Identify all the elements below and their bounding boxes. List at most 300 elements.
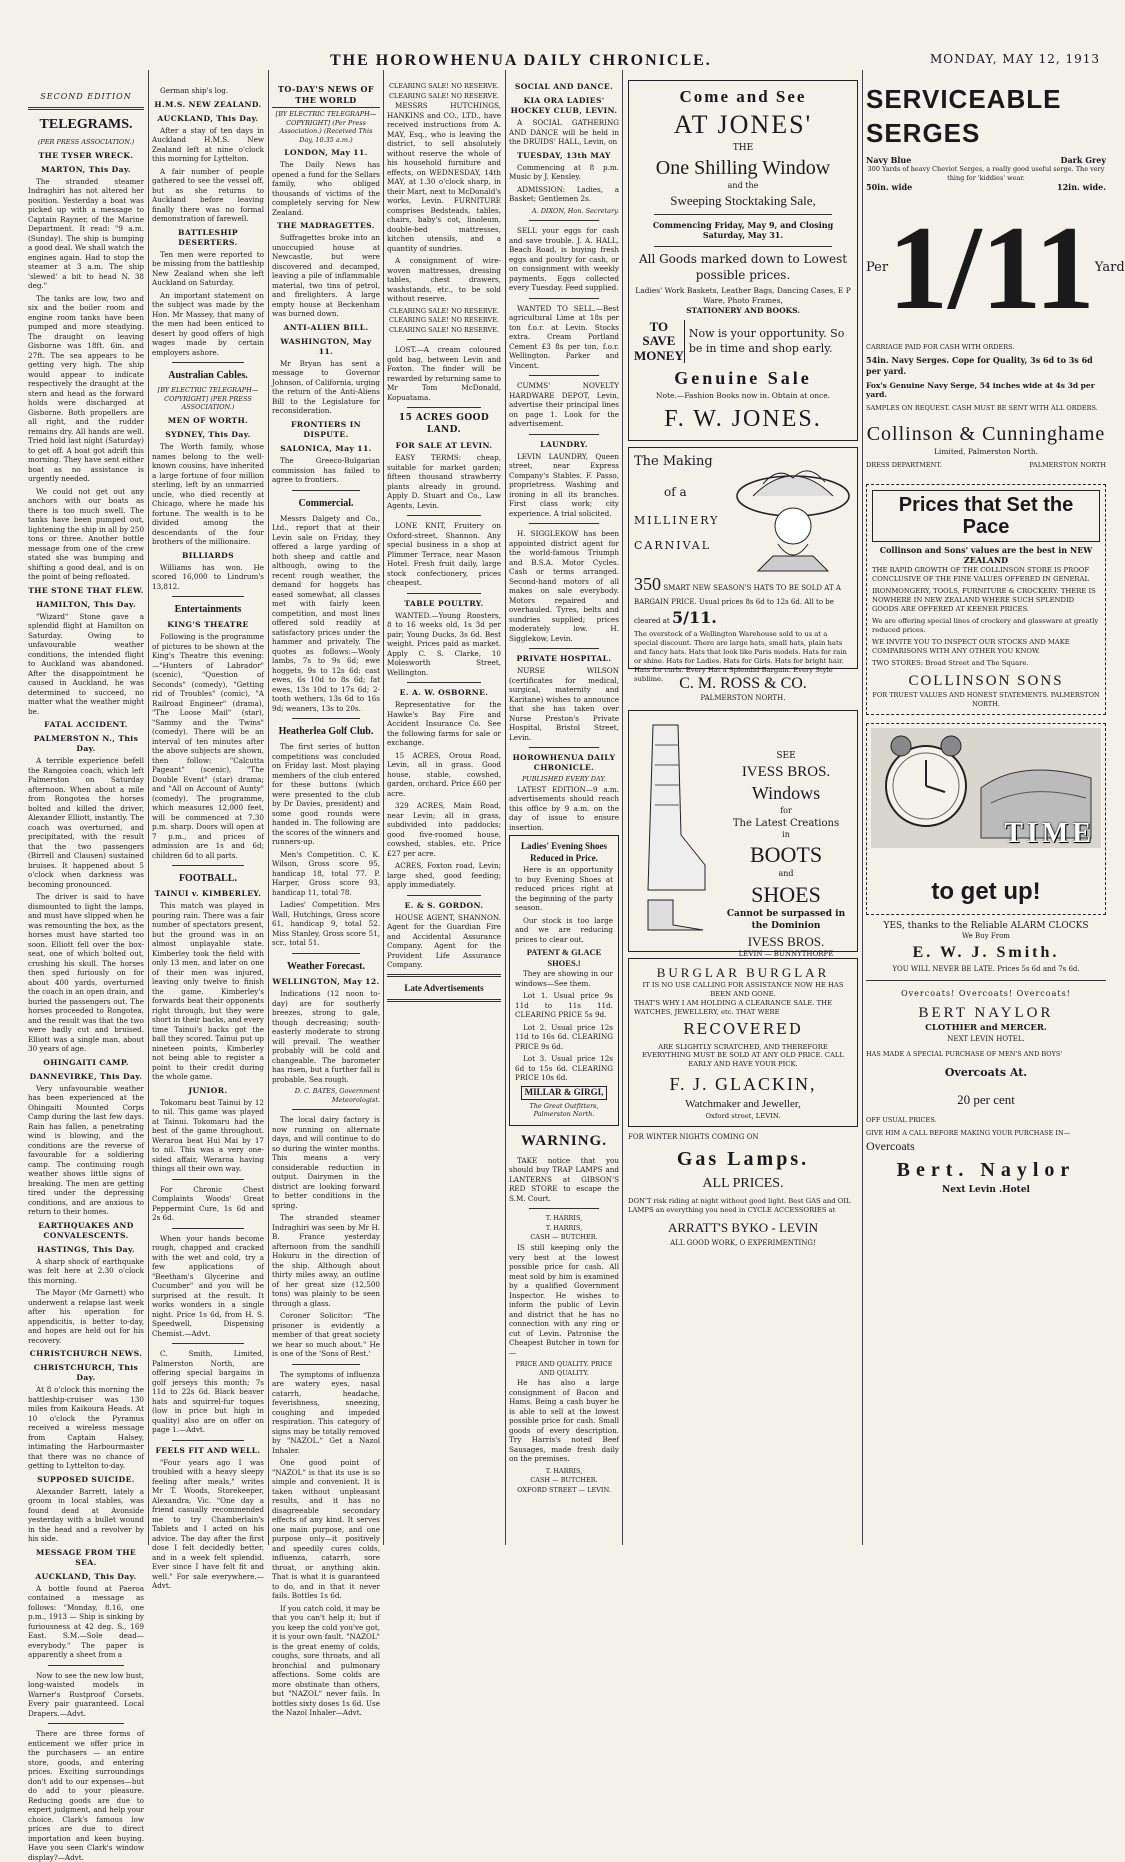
- ad-clark: There are three forms of enticement we offer price in the purchasers — an entire store, goods, and entering prices. Exciting surroundings don't add to our expenses—but do add to your pleasure. Reducing goods are due to expert judgment, and help your choice. Clark's famous low prices are due to direct importation and keen buying. Have you seen Clark's window display?—Advt.: [28, 1729, 144, 1862]
- jones-now: Now is your opportunity. So be in time and shop early.: [688, 327, 845, 355]
- shoe-shoes: SHOES: [751, 881, 821, 907]
- divider: [292, 490, 360, 491]
- serge-yard: Yard: [1094, 260, 1125, 276]
- column-classifieds-b: [509, 70, 619, 1545]
- column-telegrams: [28, 70, 145, 1862]
- naylor-p2: GIVE HIM A CALL BEFORE MAKING YOUR PURCHASE IN—: [866, 1128, 1071, 1137]
- column-rule: [383, 70, 384, 1545]
- hat-illustration: [733, 456, 853, 571]
- serge-navy: Navy Blue: [866, 154, 912, 165]
- alien-dateline: WASHINGTON, May 11.: [280, 336, 372, 356]
- column-classifieds-a: [387, 70, 501, 1545]
- column-local: [152, 70, 264, 1591]
- chronicle-p1: PUBLISHED EVERY DAY.: [522, 775, 606, 784]
- mill-millinery: MILLINERY: [634, 514, 720, 528]
- hospital-title: PRIVATE HOSPITAL.: [516, 654, 612, 664]
- ohingaiti-dateline: DANNEVIRKE, This Day.: [29, 1071, 143, 1081]
- burglar-title: BURGLAR BURGLAR: [656, 964, 830, 980]
- nz-p1: After a stay of ten days in Auckland H.M.S. New Zealand left at nine o'clock this morning for Lyttelton.: [152, 125, 264, 164]
- serge-grey: Dark Grey: [1060, 154, 1106, 165]
- pace-ad: [866, 484, 1106, 715]
- acres-p1: EASY TERMS: cheap, suitable for market garden; fifteen thousand strawberry plants already in ground. Apply D. Stuart and Co., Law Agents, Levin.: [387, 453, 501, 510]
- social-title: SOCIAL AND DANCE.: [514, 82, 614, 91]
- gordon-title: E. & S. GORDON.: [404, 900, 484, 910]
- stone-p1: "Wizard" Stone gave a splendid flight at Hamilton on Saturday. Owing to unfavourable weather conditions, the intended flight to Auckland was abandoned. After the disappointment he caused in Auckland, he was determined to succeed, no matter what the weather might be.: [28, 611, 144, 716]
- mill-sale: 5/11.: [672, 608, 717, 628]
- news-p1: The Daily News has opened a fund for the Sellars family, who obliged thousands of victims of the completely serving for New Zealand.: [272, 160, 380, 217]
- social-club: KIA ORA LADIES' HOCKEY CLUB, LEVIN.: [510, 96, 618, 116]
- shoe-boots: BOOTS: [749, 842, 823, 868]
- serge-price-row: [866, 193, 1125, 343]
- serge-town: PALMERSTON NORTH: [1029, 461, 1106, 470]
- social-sec: A. DIXON, Hon. Secretary.: [531, 206, 619, 215]
- dairy-p2: The stranded steamer Indraghiri was seen by Mr H. B. France yesterday afternoon from the sandhill Hokuru in the direction of the ship. Although about thirty miles away, an outline of her great size (12,500 tons) was plainly to be seen through a glass.: [272, 1213, 380, 1308]
- column-ads-right: [866, 70, 1125, 1545]
- divider: [172, 362, 244, 363]
- serge-title-1: [866, 82, 1106, 151]
- shoe-and: and: [778, 869, 794, 879]
- fatal-dateline: PALMERSTON N., This Day.: [33, 734, 139, 754]
- jones-at: AT JONES': [673, 110, 813, 140]
- jones-come: Come and See: [679, 87, 807, 106]
- divider: [654, 214, 832, 215]
- shoe-ivess2: IVESS BROS.: [747, 933, 825, 949]
- mill-town: PALMERSTON NORTH.: [700, 694, 786, 703]
- mill-p2: The overstock of a Wellington Warehouse sold to us at a special discount. There are large hats, small hats, plain hats and fancy hats. Hats that look like Paris models. Hats for rain or shine. Hats for Ladies. Hats for Girls. Hats for bright hair. Hats for curls. Every Hat a Splendid Bargain. Every Style sublime.: [634, 630, 847, 684]
- divider: [172, 1343, 244, 1344]
- masthead: [0, 0, 1114, 70]
- divider: [172, 865, 244, 866]
- warning-p1: TAKE notice that you should buy TRAP LAMPS and LANTERNS at GIBSON'S RED STORE to escape the S.M. Court.: [509, 1155, 619, 1203]
- press-assoc: (PER PRESS ASSOCIATION.): [37, 138, 135, 147]
- divider: [407, 895, 481, 896]
- gas-tagline: ALL GOOD WORK, O EXPERIMENTING!: [670, 1238, 816, 1247]
- kings-title: KING'S THEATRE: [167, 620, 249, 630]
- divider: [529, 648, 599, 649]
- masthead-title: THE HOROWHENUA DAILY CHRONICLE.: [330, 52, 712, 69]
- column-ads-center: [628, 70, 858, 1545]
- harris-price: PRICE AND QUALITY. PRICE AND QUALITY.: [515, 1360, 613, 1377]
- suicide-p1: Alexander Barrett, lately a groom in local stables, was found dead at Avonside yesterday with a bullet wound in the head and a revolver by his side.: [28, 1486, 144, 1544]
- divider: [529, 220, 599, 221]
- pace-title: Prices that Set the Pace: [872, 490, 1100, 542]
- weather-dateline: WELLINGTON, May 12.: [272, 977, 380, 987]
- serge-firm: Collinson & Cunninghame: [866, 422, 1106, 445]
- divider: [292, 718, 360, 719]
- divider: [407, 339, 481, 340]
- divider: [654, 246, 832, 247]
- worth-p1: The Worth family, whose names belong to the well-known cousins, have inherited a large fortune of four million sterling, left by an unmarried uncle, who died recently at Chicago, where he made his fortune. The wealth is to be divided among the descendants of the four brothers of the millionaire.: [152, 442, 264, 547]
- naylor-oc2: Overcoats: [866, 1139, 915, 1154]
- quake-p1: A sharp shock of earthquake was felt here at 2.30 o'clock this morning.: [28, 1256, 144, 1285]
- shoes-ad: [509, 835, 619, 1126]
- column-rule: [622, 70, 623, 1545]
- naylor-trade: CLOTHIER and MERCER.: [925, 1023, 1047, 1034]
- sea-dateline: AUCKLAND, This Day.: [35, 1571, 137, 1581]
- pace-p3: We are offering special lines of crockery and glassware at greatly reduced prices.: [872, 616, 1099, 634]
- madd-title: THE MADRAGETTES.: [277, 221, 375, 231]
- harris-line: T. HARRIS,: [545, 1214, 583, 1223]
- shoe-cannot: Cannot be surpassed in the Dominion: [726, 909, 846, 931]
- dairy-p1: The local dairy factory is now running on alternate days, and will continue to do so during the winter months. This means a very considerable reduction in output. Dairymen in the district are looking forward to better conditions in the spring.: [272, 1115, 380, 1210]
- naylor-off: OFF USUAL PRICES.: [866, 1116, 937, 1124]
- harris-line: OXFORD STREET — LEVIN.: [517, 1485, 611, 1494]
- burglar-p3: ARE SLIGHTLY SCRATCHED, AND THEREFORE EVERYTHING MUST BE SOLD AT ANY OLD PRICE. CALL EARLY AND HAVE YOUR PICK.: [642, 1042, 844, 1069]
- tainui-title: TAINUI v. KIMBERLEY.: [154, 889, 262, 899]
- mill-making: The Making: [634, 454, 713, 470]
- ohingaiti-p1: Very unfavourable weather has been experienced at the Ohingaiti Mounted Corps Camp during the last few days. Rain has fallen, a penetrating wind is blowing, and the conditions are the reverse of favourable for a soldiering camp. The continuing rough weather shows little signs of breaking. The men are getting tired under the depressing conditions, and are anxious to return to their homes.: [28, 1083, 144, 1217]
- wanted-p1: WANTED TO SELL.—Best agricultural Lime at 18s per ton f.o.r. at Levin. Stocks extra. Cream Portland Cement £3 8s per ton, f.o.r. Wellington. Parker and Vincent.: [509, 303, 619, 370]
- suicide-title: SUPPOSED SUICIDE.: [37, 1474, 135, 1484]
- serge-carriage: CARRIAGE PAID FOR CASH WITH ORDERS.: [866, 342, 1015, 351]
- serge-title: SERVICEABLE SERGES: [866, 84, 1062, 149]
- quake-p2: The Mayor (Mr Garnett) who underwent a relapse last week after his operation for appendicitis, is better to-day, and hopes are held out for his recovery.: [28, 1288, 144, 1345]
- jones-dates: Commencing Friday, May 9, and Closing Saturday, May 31.: [652, 219, 834, 241]
- divider: [529, 434, 599, 435]
- dairy-p3: Coroner Solicitor: "The prisoner is evidently a member of that great society we hear so much about." He is one of the 'Sons of Rest.': [272, 1311, 380, 1359]
- divider: [387, 999, 501, 1002]
- clearing-line: CLEARING SALE! NO RESERVE.: [388, 316, 500, 325]
- pace-firm: COLLINSON SONS: [908, 672, 1064, 689]
- divider: [529, 298, 599, 299]
- wreck-p2: The tanks are low, two and six and the boiler room and engine room tanks have been pumped and more steadying. The draught on leaving Gisborne was 18ft. 6in. and 27ft. The sea appears to be getting very high. The ship would appear to indicate respectively the draught at the stern and head as the forward holds were discharged at Gisborne. Both propellers are all right, and the rudder remains dry. All hands are well. Tried hold last night (Saturday) to get off. A boat got adrift this morning. They have sent either boat as no assistance is urgently needed.: [28, 293, 144, 484]
- social-date: TUESDAY, 13th MAY: [517, 150, 611, 160]
- shoe-latest: The Latest Creations: [732, 817, 840, 829]
- eggs-p1: SELL your eggs for cash and save trouble. J. A. HALL, Beach Road, is buying fresh eggs and poultry for cash, or on consignment with weekly payments. Eggs collected every Tuesday. Feed supplied.: [509, 226, 619, 293]
- hardware-p1: CUMMS' NOVELTY HARDWARE DEPOT, Levin, advertise their principal lines on page 1. Look for the advertisement.: [509, 381, 619, 429]
- patent-title: PATENT & GLACE SHOES.!: [526, 947, 602, 969]
- nazol-p3: If you catch cold, it may be that you can't help it; but if you keep the cold you've got, it is your own fault. "NAZOL" is the great enemy of colds, coughs, sore throats, and all bronchial and pulmonary affections. Some colds are more obstinate than others, but "NAZOL" never fails. In bottles sixty doses 1s 6d. Use the Nazol Inhaler—Advt.: [272, 1603, 380, 1718]
- lost-p1: LOST.—A cream coloured gold bag, between Levin and Foxton. The finder will be rewarded by returning same to Mr Tom McDonald, Kopuatama.: [387, 345, 501, 402]
- jones-save: TO SAVE MONEY: [634, 319, 684, 363]
- gas-p1: DON'T risk riding at night without good light. Best GAS and OIL LAMPS an everything you need in CYCLE ACCESSORIES at: [628, 1196, 851, 1214]
- alien-p1: Mr Bryan has sent a message to Governor Johnson, of California, urging the return of the Anti-Aliens Bill to the Legislature for reconsideration.: [272, 358, 380, 416]
- millar-title: MILLAR & GIRGI,: [521, 1086, 607, 1100]
- burglar-p2: THAT'S WHY I AM HOLDING A CLEARANCE SALE. THE WATCHES, JEWELLERY, etc. THAT WERE: [634, 998, 833, 1016]
- naylor-overcoats: Overcoats! Overcoats! Overcoats!: [901, 988, 1071, 998]
- serge-dept-row: [866, 461, 1106, 470]
- billiards-p1: Williams has won. He scored 16,000 to Lindrum's 13,812.: [152, 562, 264, 591]
- naylor-p1: HAS MADE A SPECIAL PURCHASE OF MEN'S AND BOYS': [866, 1049, 1063, 1058]
- acres-sub: FOR SALE AT LEVIN.: [395, 441, 493, 451]
- divider: [407, 593, 481, 594]
- cables-title: Australian Cables.: [168, 370, 248, 382]
- column-rule: [148, 70, 149, 1545]
- stone-title: THE STONE THAT FLEW.: [28, 585, 144, 595]
- shoe-towns: LEVIN — BUNNYTHORPE: [738, 949, 834, 958]
- news-dateline: LONDON, May 11.: [284, 148, 368, 158]
- pace-sub: Collinson and Sons' values are the best in NEW ZEALAND: [879, 544, 1093, 566]
- kings-p1: Following is the programme of pictures to be shown at the King's Theatre this evening:—"Hunters of Labrador" (scenic), "Question of Seconds" (comedy), "Getting rid of Troubles" (comic), "A Railroad Engineer" (drama), "The Loose Mail" (star), "Sammy and the Twins" (comedy). There will be an interval of ten minutes after the above subjects are shown, then follow: "Calcutta Pageant" (scenic), "The Double Event" (star) drama; and "All on Account of Aunty" (comedy). The programme, which measures 12,000 feet, will be commenced at 7.30 p.m. sharp. Doors will open at 7 p.m., and prices of admission are 1s and 6d; children 6d to all parts.: [152, 632, 264, 860]
- jones-name: F. W. JONES.: [664, 405, 822, 432]
- news-note: [BY ELECTRIC TELEGRAPH—COPYRIGHT] (Per Press Association.) (Received This Day, 10.35 a.m.): [275, 110, 377, 144]
- burglar-recovered: RECOVERED: [683, 1019, 803, 1038]
- gas-arratt: ARRATT'S BYKO - LEVIN: [667, 1219, 819, 1235]
- harris-line: T. HARRIS,: [545, 1223, 583, 1232]
- serge-desc: 300 Yards of heavy Cheviot Serges, a really good useful serge. The very thing for 'kiddies' wear.: [867, 165, 1105, 182]
- clock-getup: to get up!: [931, 877, 1041, 905]
- alien-title: ANTI-ALIEN BILL.: [283, 322, 369, 332]
- chch-title: CHRISTCHURCH NEWS.: [29, 1349, 143, 1359]
- golf-p2: Men's Competition. C. K. Wilson, Gross score 95, handicap 18, total 77. P. Harper, Gross score 93, handicap 11, total 78.: [272, 849, 380, 897]
- news-title: TO-DAY'S NEWS OF THE WORLD: [272, 84, 380, 108]
- hutchings-p2: A consignment of wire-woven mattresses, dressing tables, chest drawers, washstands, etc., to be sold without reserve.: [387, 256, 501, 304]
- gas-title: Gas Lamps.: [676, 1147, 810, 1170]
- shoes-title: Ladies' Evening Shoes Reduced in Price.: [520, 841, 608, 864]
- warning-title: WARNING.: [521, 1133, 607, 1149]
- weather-sign: D. C. BATES, Government Meteorologist.: [294, 1087, 380, 1104]
- divider: [48, 1665, 124, 1666]
- naylor-pct: 20 per cent: [957, 1091, 1015, 1107]
- column-world-news: [272, 70, 380, 1718]
- stone-dateline: HAMILTON, This Day.: [35, 599, 137, 609]
- glackin-trade: Watchmaker and Jeweller,: [685, 1098, 801, 1111]
- nz-dateline: AUCKLAND, This Day.: [157, 113, 259, 123]
- chronicle-p2: LATEST EDITION—9 a.m. advertisements should reach this office by 9 a.m. on the day of issue to ensure insertion.: [509, 784, 619, 832]
- harris-p1: IS still keeping only the very best at the lowest possible price for cash. All meat sold by him is examined by a qualified Government Inspector. He wishes to inform the public of Levin and district that he has no connection with any ring or cut of Levin. Patronise the Cheapest Butcher in town for—: [509, 1243, 619, 1357]
- naylor-name2: Bert. Naylor: [896, 1158, 1076, 1181]
- jones-list: Ladies' Work Baskets, Leather Bags, Dancing Cases, E P Ware, Photo Frames,: [635, 286, 851, 306]
- column-rule: [862, 70, 863, 1545]
- mill-p1: SMART NEW SEASON'S HATS TO BE SOLD AT A BARGAIN PRICE. Usual prices 8s 6d to 12s 6d. All to be cleared at: [634, 584, 841, 626]
- cables-note: [BY ELECTRIC TELEGRAPH—COPYRIGHT] (PER PRESS ASSOCIATION.): [157, 386, 259, 412]
- ent-title: Entertainments: [174, 604, 242, 616]
- deserters-p2: An important statement on the subject was made by the Hon. Mr Massey, that many of the men had been enticed to desert by good offers of high wages made by certain employers ashore.: [152, 290, 264, 357]
- farm-p2: 329 ACRES, Main Road, near Levin; all in grass, subdivided into paddocks; good five-roomed house, cowshed, stables, etc. Price £27 per acre.: [387, 801, 501, 858]
- nazol-p2: One good point of "NAZOL" is that its use is so simple and convenient. It is taken without unpleasant results, and it has no disagreeable secondary effects of any kind. It serves one main purpose, and one purpose only—it positively and speedily cures colds, influenza, catarrh, sore throat, or anything akin. That is what it is guaranteed to do, and in that it never fails. Bottles 1s 6d.: [272, 1458, 380, 1601]
- ad-warner: Now to see the new low bust, long-waisted models in Warner's Rustproof Corsets. Every pair guaranteed. Local Drapers.—Advt.: [28, 1670, 144, 1718]
- mill-name: C. M. ROSS & CO.: [679, 675, 807, 693]
- wreck-title: THE TYSER WRECK.: [38, 150, 134, 160]
- hutchings-p1: MESSRS HUTCHINGS, HANKINS and CO., LTD., have received instructions from A. MAY, Esq., who is leaving the district, to sell absolutely without reserve the whole of his household furniture and effects, on WEDNESDAY, 14th MAY, at 1.30 o'clock sharp, in their Mart, next to McDonald's works, Levin. FURNITURE comprises Bedsteads, tables, chairs, baby's cot, linoleum, double-bed mattresses, kitchen utensils, and a quantity of sundries.: [387, 101, 501, 253]
- chch-dateline: CHRISTCHURCH, This Day.: [33, 1363, 139, 1383]
- shoes-p1: Here is an opportunity to buy Evening Shoes at reduced prices right at the beginning of the party season.: [515, 865, 613, 913]
- pace-p2: IRONMONGERY, TOOLS, FURNITURE & CROCKERY. THERE IS NOWHERE IN NEW ZEALAND WHERE SUCH SPLENDID GOODS ARE OFFERED AT KEENER PRICES.: [872, 586, 1096, 613]
- frontiers-title: FRONTIERS IN DISPUTE.: [291, 419, 361, 439]
- naylor-at: Overcoats At.: [944, 1066, 1028, 1080]
- serge-row: [866, 155, 1106, 166]
- wreck-p3: We could not get out any anchors with our boats as there is too much swell. The tanks have been pumped out, lightening the ship in all by 250 tons or three. Another bottle message from one of the crew stated she was bumping and shifting a good deal, and is on the point of being refloated.: [28, 486, 145, 582]
- fatal-p2: The driver is said to have dismounted to light the lamps, and must have slipped when he was remounting the box, as the horses must have started too soon. Elliott fell over the box-seat, one of which bolted out, crushing his skull. The horses then sped furiously on for about 400 yards, overturned the coach in an open drain, and buried the passengers out. The horses proceeded to Rongotea, and the result was that the two were badly cut and bruised. Elliott was a single man, about 30 years of age.: [28, 892, 144, 1054]
- masthead-date: MONDAY, MAY 12, 1913: [930, 52, 1101, 66]
- gas-intro: FOR WINTER NIGHTS COMING ON: [628, 1132, 759, 1141]
- serge-price: 1/11: [888, 200, 1095, 334]
- column-rule: [268, 70, 269, 1545]
- hospital-p1: NURSE WILSON (certificates for medical, surgical, maternity and Karitane) wishes to announce that she has taken over Nurse Preston's Private Hospital, Bristol Street, Levin.: [509, 666, 619, 742]
- glackin-addr: Oxford street, LEVIN.: [705, 1111, 781, 1120]
- naylor-next: Next Levin .Hotel: [942, 1185, 1030, 1196]
- jones-note: Note.—Fashion Books now in. Obtain at once.: [655, 390, 831, 400]
- jones-save-row: [634, 320, 852, 363]
- chch-p1: At 8 o'clock this morning the battleship-cruiser was 130 miles from Kaikoura Heads. At 10 o'clock the Pyramus received a wireless message from Captain Halsey, intimating the Harbourmaster that there was no chance of getting to Lyttelton to-day.: [28, 1385, 144, 1471]
- divider: [292, 953, 360, 954]
- boot-illustration: [633, 715, 713, 935]
- serge-samples: SAMPLES ON REQUEST. CASH MUST BE SENT WITH ALL ORDERS.: [866, 404, 1098, 413]
- clock-late: YOU WILL NEVER BE LATE. Prices 5s 6d and 7s 6d.: [892, 964, 1080, 973]
- ohingaiti-title: OHINGAITI CAMP.: [43, 1057, 129, 1067]
- golf-title: Heatherlea Golf Club.: [278, 726, 374, 738]
- harris-line: T. HARRIS,: [545, 1466, 583, 1475]
- worth-title: MEN OF WORTH.: [167, 415, 249, 425]
- madd-p1: Suffragettes broke into an unoccupied house at Newcastle, but were discovered and decamped, leaving a pile of inflammable material, two tins of petrol, and firelighters. A large empty house at Beckenham was burned down.: [272, 233, 380, 319]
- clearing-line: CLEARING SALE! NO RESERVE.: [388, 82, 500, 90]
- serge-fox: Fox's Genuine Navy Serge, 54 inches wide at 4s 3d per yard.: [866, 380, 1095, 400]
- column-rule: [505, 70, 506, 1545]
- acres-title: 15 ACRES GOOD LAND.: [398, 413, 490, 436]
- frontiers-dateline: SALONICA, May 11.: [280, 444, 372, 454]
- sea-title: MESSAGE FROM THE SEA.: [35, 1547, 137, 1567]
- pace-p1: THE RAPID GROWTH OF THE COLLINSON STORE IS PROOF CONCLUSIVE OF THE FINE VALUES OFFERED IN GENERAL: [872, 565, 1090, 583]
- worth-dateline: SYDNEY, This Day.: [165, 430, 251, 439]
- golf-p1: The first series of button competitions was concluded on Friday last. Most playing members of the club entered for these buttons (which were presented to the club by Dr Davies, president) and some good rounds were handed in. The following are the scores of the winners and runners-up.: [272, 742, 380, 847]
- mill-price-row: [634, 573, 852, 684]
- harris-line: CASH — BUTCHER.: [530, 1476, 598, 1485]
- clock-time: TIME: [1004, 817, 1095, 849]
- patent-lot: Lot 2. Usual price 12s 11d to 16s 6d. CLEARING PRICE 9s 6d.: [515, 1022, 613, 1051]
- nazol-p1: The symptoms of influenza are watery eyes, nasal catarrh, headache, feverishness, sneezing, coughing and impeded respiration. This category of signs may be totally removed by "NAZOL." Get a Nazol Inhaler.: [272, 1369, 380, 1455]
- shoes-p2: Our stock is too large and we are reducing prices to clear out.: [515, 915, 613, 944]
- ad-cough: For Chronic Chest Complaints Woods' Great Peppermint Cure, 1s 6d and 2s 6d.: [152, 1184, 264, 1223]
- divider: [48, 1723, 124, 1724]
- social-p2: Commencing at 8 p.m. Music by J. Kensley.: [509, 162, 619, 182]
- divider: [529, 747, 599, 748]
- jones-genuine: Genuine Sale: [674, 368, 812, 389]
- farm-p1: 15 ACRES, Oroua Road, Levin, all in grass. Good house, stable, cowshed, garden, orchard. Price £60 per acre.: [387, 750, 501, 798]
- poultry-title: TABLE POULTRY.: [404, 598, 484, 608]
- divider: [387, 974, 501, 977]
- divider: [172, 1228, 244, 1229]
- nz-p2: A fair number of people gathered to see the vessel off, but as she returns to Auckland before leaving finally there was no formal demonstration of farewell.: [152, 166, 264, 224]
- laundry-p1: LEVIN LAUNDRY, Queen street, near Express Company's Stables. F. Passo, proprietress. Washing and ironing in all its branches. First class work; city experience. A trial solicited.: [509, 451, 619, 518]
- shoe-ivess: IVESS BROS.: [741, 763, 831, 780]
- shoe-windows: Windows: [751, 783, 821, 804]
- nz-title: H.M.S. NEW ZEALAND.: [154, 99, 262, 109]
- clearing-line: CLEARING SALE! NO RESERVE.: [388, 325, 500, 334]
- ship-intro: German ship's log.: [160, 86, 229, 95]
- commercial-title: Commercial.: [298, 497, 354, 509]
- divider: [28, 107, 144, 110]
- shoe-see: SEE: [776, 750, 796, 761]
- jones-ad: [628, 80, 858, 441]
- shoe-in: in: [782, 829, 790, 839]
- frontiers-p1: The Greeco-Bulgarian commission has failed to agree to frontiers.: [272, 456, 380, 485]
- jones-marked: All Goods marked down to Lowest possible prices.: [638, 251, 848, 282]
- jones-sweep2: Sweeping Stocktaking Sale,: [670, 192, 816, 208]
- clock-ad: [866, 723, 1106, 915]
- second-edition: SECOND EDITION: [40, 92, 132, 101]
- harris-line: CASH — BUTCHER.: [530, 1233, 598, 1242]
- divider: [172, 1440, 244, 1441]
- serge-dept: DRESS DEPARTMENT.: [866, 461, 942, 470]
- sea-p1: A bottle found at Paeroa contained a message as follows: "Monday, 8.16, one p.m., 1913 — Ship is sinking by furiousness at 42 deg. S., 169 East. S.M.—Sole dead—everybody." The paper is apparently a sheet from a: [28, 1583, 144, 1660]
- fatal-title: FATAL ACCIDENT.: [44, 720, 128, 730]
- divider: [172, 1179, 244, 1180]
- kirk-p1: LONE KNIT, Fruitery on Oxford-street, Shannon. Any special business in a shop at Plimmer Terrace, near Mason Hotel. Fresh fruit daily, large stock confectionery, prices cheapest.: [387, 521, 501, 588]
- ad-sainte: C. Smith, Limited, Palmerston North, are offering special bargains in golf jerseys this month; 7s 11d to 22s 6d. Black beaver hats and squirrel-fur toques (low in price but high in quality) also are on offer on page 1.—Advt.: [152, 1349, 264, 1435]
- osborne-p1: Representative for the Hawke's Bay Fire and Accident Insurance Co. See the following farms for sale or exchange.: [387, 700, 501, 748]
- divider: [292, 1364, 360, 1365]
- pace-p4: WE INVITE YOU TO INSPECT OUR STOCKS AND MAKE COMPARISONS WITH ANY OTHER YOU KNOW.: [872, 637, 1070, 655]
- millar-p1: The Great Outfitters, Palmerston North.: [529, 1101, 599, 1119]
- chronicle-title: HOROWHENUA DAILY CHRONICLE.: [512, 753, 616, 773]
- clock-name: E. W. J. Smith.: [912, 943, 1060, 961]
- harris-p2: He has also a large consignment of Bacon and Hams. Being a cash buyer he is able to sell at the lowest possible price for cash. Small goods of every description. Try Harris's noted Beef Sausages, made fresh daily on the premises.: [509, 1378, 619, 1464]
- fatal-p1: A terrible experience befell the Rangoiea coach, which left Palmerston on Saturday afternoon. When about a mile from Rongotea the horses bolted and killed the driver, Alexander Elliott, instantly. The coach was overturned, and precipitated, with the result that the two passengers (Birrell and Clausen) sustained bruises. It happened about 5 o'clock when darkness was becoming pronounced.: [28, 756, 144, 889]
- football-title: FOOTBALL.: [178, 873, 238, 885]
- gordon-p1: HOUSE AGENT, SHANNON. Agent for the Guardian Fire and Accidental Assurance Company. Agent for the Provident Life Assurance Company.: [387, 912, 501, 970]
- jones-window: One Shilling Window: [655, 156, 831, 179]
- tainui-p1: This match was played in pouring rain. There was a fair number of spectators present, but the ground was in an almost unplayable state. Kimberley took the field with only 13 men, and later on one of their men was injured, leaving only twelve to finish the game. Kimberley's forwards beat their opponents right through, but they were short in their backs, and every time Tainui's backs got the ball they scored. Tainui put up nineteen points, Kimberley not being able to register a point to their credit during the whole game.: [152, 901, 264, 1082]
- ad-bermaline: When your hands become rough, chapped and cracked with the wet and cold, try a few applications of "Beetham's Glycerine and Cucumber" and you will be surprised at the result. It works wonders in a single night. Price 1s 6d, from H. S. Speedwell, Dispensing Chemist.—Advt.: [152, 1233, 264, 1338]
- fit-p1: "Four years ago I was troubled with a heavy sleepy feeling after meals," writes Mr T. Woods, Storekeeper, Alexandra, Vic. "One day a friend casually recommended me to try Chamberlain's Tablets and I acted on his advice. The day after the first dose I felt decidedly better, and in a week felt splendid. Ever since I have felt fit and well." For sale everywhere.—Advt.: [152, 1457, 264, 1591]
- clock-p1: YES, thanks to the Reliable ALARM CLOCKS: [883, 920, 1089, 931]
- quake-title: EARTHQUAKES AND CONVALESCENTS.: [38, 1220, 134, 1240]
- clearing-line: CLEARING SALE! NO RESERVE.: [388, 306, 500, 315]
- mill-price: 350: [634, 574, 661, 595]
- patent-p1: They are showing in our windows—See them.: [515, 969, 613, 988]
- social-adm: ADMISSION: Ladies, a Basket; Gentlemen 2s.: [509, 184, 619, 204]
- serge-ltd: Limited, Palmerston North.: [933, 447, 1039, 457]
- gas-prices: ALL PRICES.: [702, 1176, 784, 1192]
- serge-per: Per: [866, 260, 889, 276]
- sig-p1: H. SIGGLEKOW has been appointed district agent for the world-famous Triumph and B.S.A. Motor Cycles. Cash or terms arranged. Second-hand motors of all makes on sale everybody. Motors repaired and overhauled. Tyres, belts and sundries supplied; prices moderately low. H. Sigglekow, Levin.: [509, 529, 619, 643]
- divider: [529, 1208, 599, 1209]
- clock-buy: We Buy From: [962, 932, 1010, 941]
- commercial-p1: Messrs Dalgety and Co., Ltd., report that at their Levin sale on Friday, they offered a large yarding of both sheep and cattle and although, owing to the recent rough weather, the demand for hoggets has eased somewhat, all classes met with fairly keen competition, and most lines offered sold readily at satisfactory prices under the hammer and privately. The quotes as follows:—Wooly lambs, 7s to 9s 6d; ewe hoggets, 9s to 12s 6d; cast ewes, 6s 10d to 8s 6d; fat ewes, 13s 10d to 17s 6d; 2-tooth wethers, 13s 6d to 16s 9d; weaners, 13s to 20s.: [272, 513, 380, 713]
- divider: [407, 515, 481, 516]
- late-title: Late Advertisements: [404, 982, 484, 993]
- serge-54: 54in. Navy Serges. Cope for Quality, 3s 6d to 3s 6d per yard.: [866, 355, 1093, 376]
- serge-row2: [866, 182, 1106, 193]
- junior-title: JUNIOR.: [188, 1085, 228, 1095]
- patent-lot: Lot 3. Usual price 12s 6d to 15s 6d. CLEARING PRICE 10s 6d.: [515, 1054, 613, 1083]
- jones-stat: STATIONERY AND BOOKS.: [686, 306, 800, 316]
- pace-p5: TWO STORES: Broad Street and The Square.: [872, 658, 1029, 667]
- pace-tag: FOR TRUEST VALUES AND HONEST STATEMENTS. PALMERSTON NORTH.: [872, 691, 1100, 708]
- fit-title: FEELS FIT AND WELL.: [155, 1445, 261, 1455]
- mill-of: of a: [664, 484, 687, 499]
- telegrams-heading: TELEGRAMS.: [39, 116, 133, 132]
- billiards-title: BILLIARDS: [181, 550, 235, 560]
- divider: [172, 596, 244, 597]
- ivess-text: [719, 751, 853, 959]
- wreck-p1: The stranded steamer Indraghiri has not altered her position. Yesterday a boat was picked up with a message to Captain Rayner, of the Marine Department. It read: "9 a.m. (Sunday). The ship is bumping a good deal. We shall watch the engines again. Had to stop the steamer at 3 a.m. The ship 'slewed' a bit to head N. 38 deg.": [28, 176, 144, 291]
- poultry-p1: WANTED.—Young Roosters, 8 to 16 weeks old, 1s 3d per pair; Young Ducks, 3s 6d. Best weight. Prices paid as market. Apply C. S. Clarke, 10 Molesworth Street, Wellington.: [387, 610, 501, 677]
- quake-dateline: HASTINGS, This Day.: [37, 1244, 135, 1254]
- laundry-title: LAUNDRY.: [540, 439, 588, 449]
- divider: [866, 980, 1106, 981]
- serge-wide2: 12in. wide.: [1057, 182, 1106, 193]
- social-p1: A SOCIAL GATHERING AND DANCE will be held in the DRUIDS' HALL, Levin, on: [509, 118, 619, 147]
- burglar-p1: IT IS NO USE CALLING FOR ASSISTANCE NOW HE HAS BEEN AND GONE.: [642, 980, 844, 998]
- naylor-name: BERT NAYLOR: [918, 1004, 1054, 1021]
- weather-p1: Indications (12 noon to-day) are for southerly breezes, strong to gale, though decreasing; south-easterly moderate to strong will prevail. The weather probably will be cold and changeable. The barometer has risen, but a further fall is probable. Sea rough.: [272, 989, 380, 1084]
- junior-p1: Tokomaru beat Tainui by 12 to nil. This game was played at Tainui. Tokomaru had the best of the game throughout. Weraroa beat Hui Mai by 17 to nil. This was a very one-sided affair, Weraroa having things all their own way.: [152, 1097, 264, 1174]
- naylor-addr: NEXT LEVIN HOTEL.: [947, 1034, 1025, 1043]
- golf-p3: Ladies' Competition. Mrs Wall, Hutchings, Gross score 61, handicap 9, total 52. Miss Stanley, Gross score 51, scr., total 51.: [272, 900, 380, 948]
- mill-carnival: CARNIVAL: [634, 538, 712, 552]
- clearing-line: CLEARING SALE! NO RESERVE.: [388, 91, 500, 100]
- shoe-for: for: [780, 806, 792, 816]
- divider: [407, 407, 481, 408]
- divider: [292, 1109, 360, 1110]
- farm-p3: ACRES, Foxton road, Levin; large shed, good feeding; apply immediately.: [387, 861, 501, 890]
- deserters-title: BATTLESHIP DESERTERS.: [178, 227, 238, 247]
- jones-the: THE: [732, 142, 754, 153]
- patent-lot: Lot 1. Usual price 9s 11d to 11s 11d. CLEARING PRICE 5s 9d.: [515, 991, 613, 1020]
- weather-title: Weather Forecast.: [287, 960, 365, 972]
- jones-sweep1: and the: [727, 181, 759, 191]
